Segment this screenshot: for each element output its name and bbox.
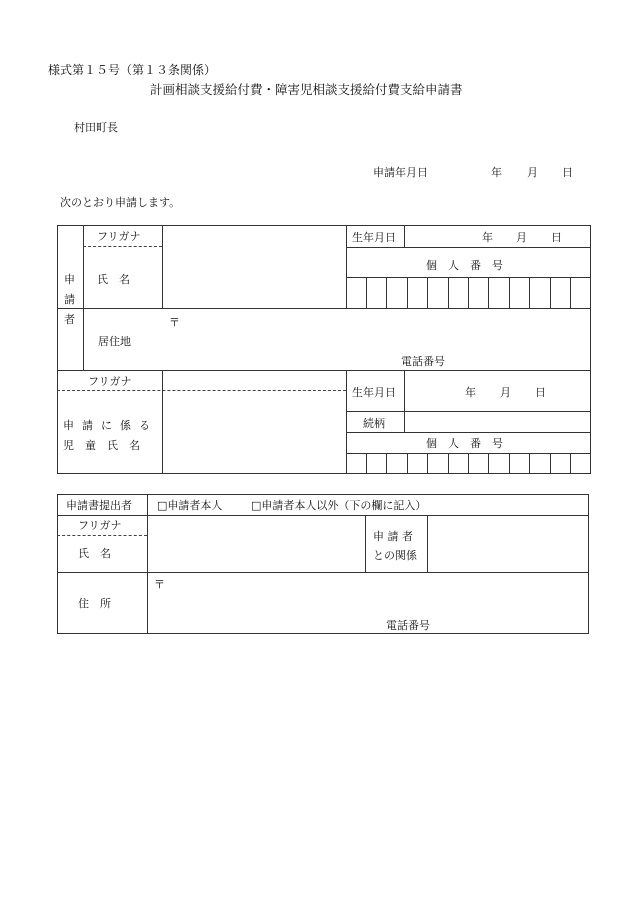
child-birth-month: 月 [500,386,511,399]
application-year-label: 年 [491,166,502,179]
submitter-option-self[interactable]: □申請者本人 [157,499,223,512]
form-number: 様式第１５号（第１３条関係） [48,63,217,77]
submitter-postal-mark: 〒 [154,578,165,591]
submitter-label: 申請書提出者 [66,499,132,512]
applicant-birth-month: 月 [516,231,527,244]
submitter-option-other[interactable]: □申請者本人以外（下の欄に記入） [251,499,427,512]
applicant-table [57,225,591,474]
submitter-relation-line1: 申 請 者 [373,530,413,543]
addressee: 村田町長 [74,121,118,134]
child-birth-label: 生年月日 [352,386,396,399]
applicant-postal-mark: 〒 [169,316,180,329]
applicant-section-label-1: 申 [64,273,75,286]
application-month-label: 月 [527,166,538,179]
page-title: 計画相談支援給付費・障害児相談支援給付費支給申請書 [150,82,463,97]
child-furigana-label: フリガナ [88,375,132,388]
intro-text: 次のとおり申請します。 [60,196,181,209]
submitter-phone-label: 電話番号 [386,619,430,632]
applicant-phone-label: 電話番号 [401,355,445,368]
child-relation-label: 続柄 [363,417,385,430]
application-date-label: 申請年月日 [373,166,428,179]
applicant-section-label-2: 請 [64,293,75,306]
submitter-relation-line2: との関係 [373,549,417,562]
child-birth-day: 日 [535,386,546,399]
applicant-birth-day: 日 [551,231,562,244]
applicant-birth-year: 年 [482,231,493,244]
applicant-section-label-3: 者 [64,313,75,326]
applicant-furigana-label: フリガナ [97,230,141,243]
applicant-address-label: 居住地 [98,335,131,348]
application-day-label: 日 [562,166,573,179]
applicant-name-label: 氏 名 [97,273,130,286]
child-mynumber-label: 個 人 番 号 [426,437,503,450]
child-birth-year: 年 [465,386,476,399]
submitter-furigana-label: フリガナ [78,519,122,532]
submitter-address-label: 住 所 [78,597,111,610]
applicant-birth-label: 生年月日 [352,231,396,244]
child-name-label-line1: 申請に係る [63,419,158,432]
child-name-label-line2: 児 童 氏 名 [63,439,140,452]
submitter-name-label: 氏 名 [78,547,111,560]
applicant-mynumber-label: 個 人 番 号 [426,259,503,272]
